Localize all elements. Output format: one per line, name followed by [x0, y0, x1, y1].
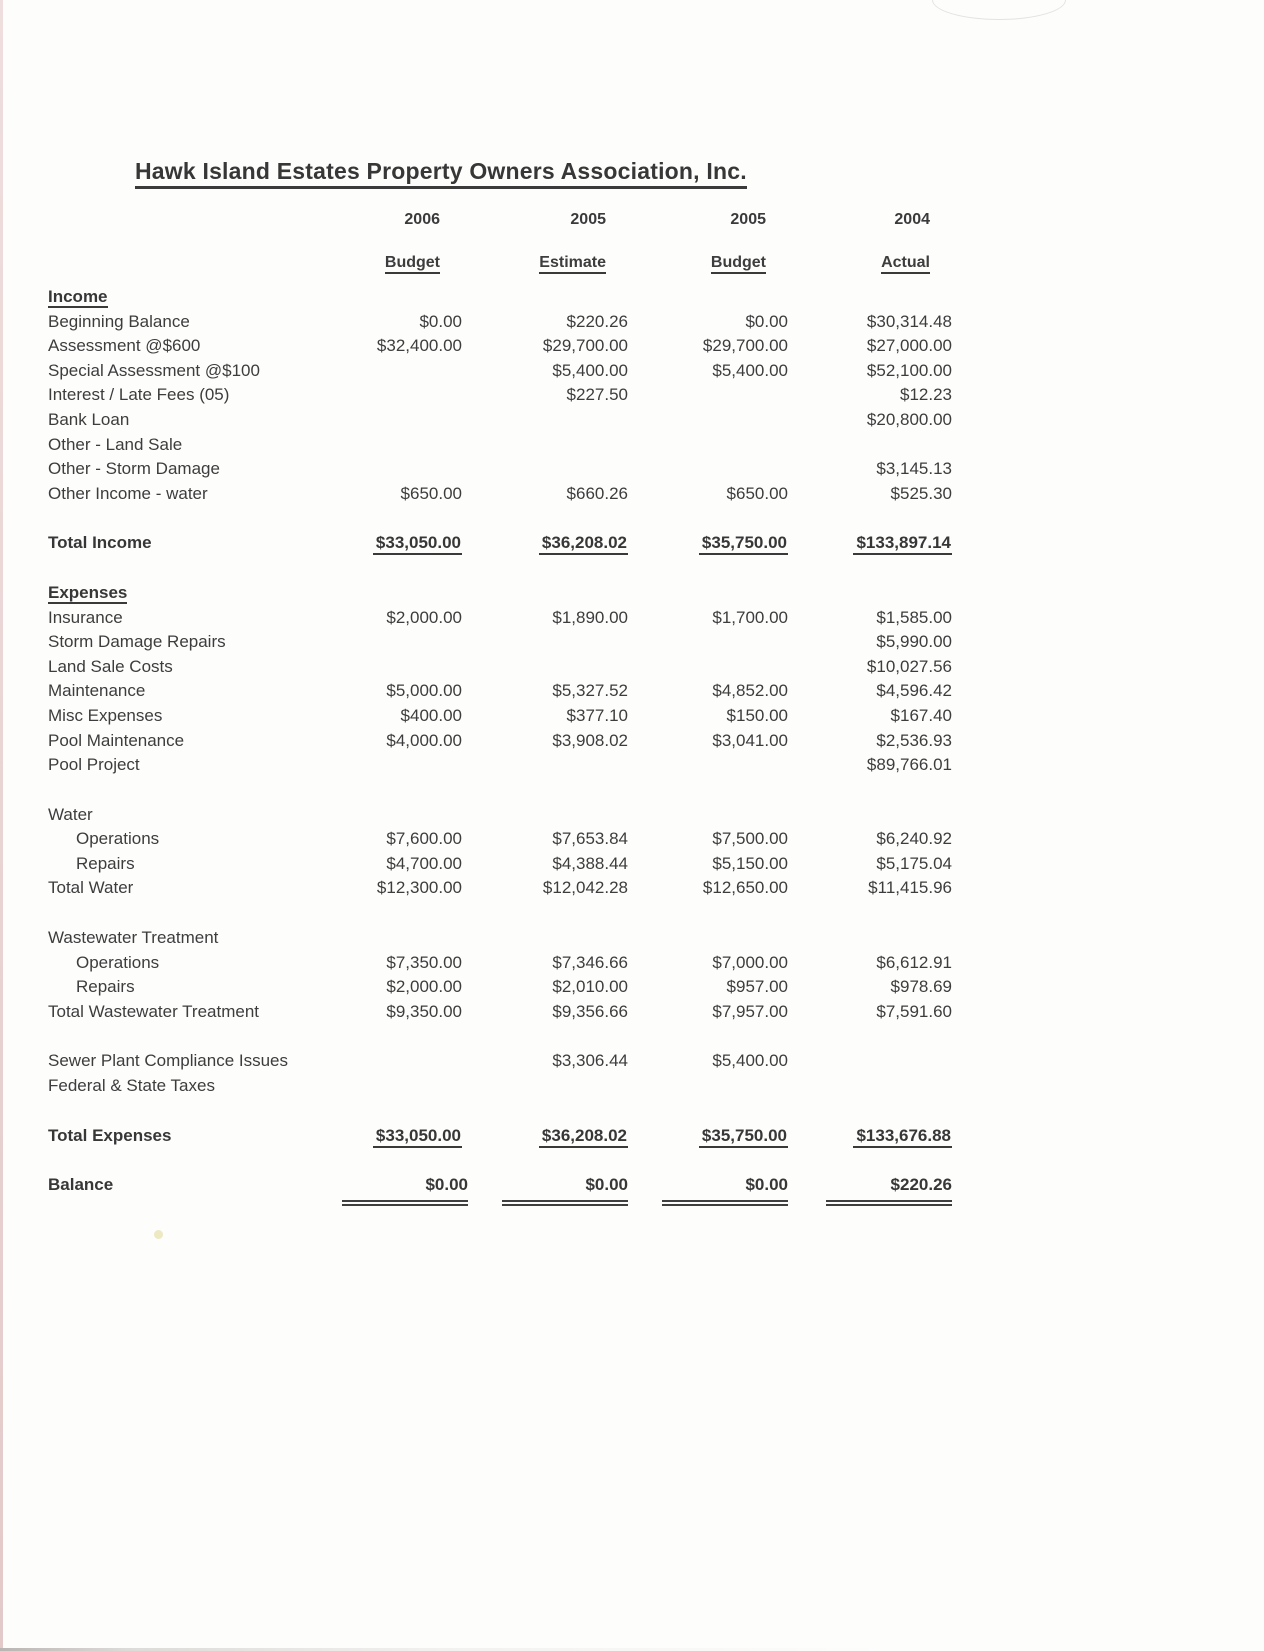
cell-value: $6,240.92	[876, 829, 952, 849]
row-label: Misc Expenses	[48, 705, 163, 725]
budget-table	[48, 285, 962, 1206]
cell-value: $4,852.00	[712, 681, 788, 701]
cell-value: $1,890.00	[552, 607, 628, 627]
cell-value: $12,042.28	[542, 878, 628, 898]
document-title: Hawk Island Estates Property Owners Association, Inc.	[135, 158, 962, 185]
label-column-spacer	[48, 232, 342, 272]
cell-value: $5,150.00	[712, 853, 788, 873]
cell-value	[462, 803, 628, 828]
row-label: Total Wastewater Treatment	[48, 1001, 260, 1021]
budget-document	[48, 158, 962, 1206]
table-row	[48, 729, 962, 754]
cell-value: $0.00	[745, 311, 788, 331]
table-row	[48, 581, 962, 606]
row-label: Total Water	[48, 878, 134, 898]
cell-value	[462, 581, 628, 606]
cell-value: $2,536.93	[876, 730, 952, 750]
cell-value	[628, 457, 788, 482]
cell-value	[788, 581, 952, 606]
row-label: Pool Maintenance	[48, 730, 185, 750]
cell-value	[628, 433, 788, 458]
table-row	[48, 1074, 962, 1099]
scan-artifact-dot	[154, 1230, 163, 1239]
spacer-row	[48, 778, 962, 803]
table-row	[48, 926, 962, 951]
cell-value	[342, 753, 462, 778]
table-row	[48, 753, 962, 778]
cell-value: $89,766.01	[866, 755, 952, 775]
cell-value	[628, 630, 788, 655]
column-year-2005-estimate: 2005	[570, 211, 606, 228]
column-label-budget-2005: Budget	[628, 254, 788, 272]
row-label: Land Sale Costs	[48, 656, 173, 676]
table-row	[48, 951, 962, 976]
cell-value: $27,000.00	[866, 336, 952, 356]
row-label: Maintenance	[48, 681, 146, 701]
cell-value: $220.26	[788, 1173, 952, 1206]
cell-value: $150.00	[726, 705, 788, 725]
cell-value: $36,208.02	[462, 531, 628, 556]
cell-value	[342, 803, 462, 828]
spacer-row	[48, 1024, 962, 1049]
cell-value	[628, 803, 788, 828]
cell-value: $377.10	[566, 705, 628, 725]
label-column-spacer	[48, 207, 342, 232]
cell-value	[788, 926, 952, 951]
cell-value	[342, 655, 462, 680]
cell-value	[628, 1074, 788, 1099]
cell-value	[628, 408, 788, 433]
cell-value: $12,300.00	[376, 878, 462, 898]
cell-value: $400.00	[400, 705, 462, 725]
cell-value: $5,990.00	[876, 632, 952, 652]
table-row	[48, 679, 962, 704]
spacer-row	[48, 1148, 962, 1173]
cell-value: $5,400.00	[712, 360, 788, 380]
table-row	[48, 803, 962, 828]
spacer-row	[48, 1099, 962, 1124]
cell-value	[342, 457, 462, 482]
cell-value	[342, 433, 462, 458]
cell-value: $220.26	[566, 311, 628, 331]
cell-value: $11,415.96	[868, 878, 952, 898]
cell-value	[788, 1074, 952, 1099]
column-label-estimate-2005: Estimate	[462, 254, 628, 272]
cell-value: $10,027.56	[866, 656, 952, 676]
row-label: Total Income	[48, 533, 152, 553]
cell-value: $12,650.00	[702, 878, 788, 898]
cell-value: $36,208.02	[462, 1124, 628, 1149]
row-label: Income	[48, 287, 108, 306]
cell-value: $9,350.00	[386, 1001, 462, 1021]
row-label: Other - Storm Damage	[48, 459, 220, 479]
cell-value: $30,314.48	[866, 311, 952, 331]
cell-value: $33,050.00	[342, 1124, 462, 1149]
row-label: Balance	[48, 1175, 114, 1195]
cell-value: $33,050.00	[342, 531, 462, 556]
row-label: Other Income - water	[48, 483, 208, 503]
cell-value: $4,596.42	[876, 681, 952, 701]
row-label: Storm Damage Repairs	[48, 632, 226, 652]
cell-value: $0.00	[462, 1173, 628, 1206]
cell-value: $0.00	[419, 311, 462, 331]
cell-value: $525.30	[890, 483, 952, 503]
cell-value: $133,676.88	[788, 1124, 952, 1149]
column-headers-labels	[48, 232, 962, 272]
cell-value	[342, 630, 462, 655]
table-row	[48, 1173, 962, 1206]
spacer-row	[48, 901, 962, 926]
table-row	[48, 606, 962, 631]
table-row	[48, 334, 962, 359]
cell-value	[788, 1049, 952, 1074]
column-year-2004-actual: 2004	[894, 211, 930, 228]
cell-value: $2,000.00	[386, 977, 462, 997]
cell-value	[462, 433, 628, 458]
cell-value: $7,653.84	[552, 829, 628, 849]
cell-value: $5,327.52	[552, 681, 628, 701]
table-row	[48, 630, 962, 655]
cell-value: $133,897.14	[788, 531, 952, 556]
cell-value: $32,400.00	[376, 336, 462, 356]
column-year-2006-budget: 2006	[404, 211, 440, 228]
cell-value: $5,175.04	[876, 853, 952, 873]
cell-value: $0.00	[628, 1173, 788, 1206]
row-label: Repairs	[76, 853, 135, 873]
cell-value	[342, 383, 462, 408]
cell-value: $3,145.13	[876, 459, 952, 479]
row-label: Operations	[76, 952, 160, 972]
cell-value: $4,388.44	[552, 853, 628, 873]
cell-value	[462, 1074, 628, 1099]
cell-value	[462, 655, 628, 680]
cell-value	[628, 655, 788, 680]
cell-value: $7,591.60	[876, 1001, 952, 1021]
cell-value: $20,800.00	[866, 409, 952, 429]
cell-value: $4,000.00	[386, 730, 462, 750]
cell-value: $7,957.00	[712, 1001, 788, 1021]
cell-value: $3,908.02	[552, 730, 628, 750]
table-row	[48, 1049, 962, 1074]
cell-value: $6,612.91	[876, 952, 952, 972]
row-label: Operations	[76, 829, 160, 849]
scan-curl-artifact	[932, 0, 1066, 20]
row-label: Water	[48, 804, 93, 824]
cell-value: $5,000.00	[386, 681, 462, 701]
cell-value: $1,700.00	[712, 607, 788, 627]
cell-value: $35,750.00	[628, 531, 788, 556]
cell-value	[462, 753, 628, 778]
cell-value: $7,500.00	[712, 829, 788, 849]
row-label: Assessment @$600	[48, 336, 201, 356]
cell-value	[788, 433, 952, 458]
table-row	[48, 975, 962, 1000]
cell-value	[462, 408, 628, 433]
cell-value: $4,700.00	[386, 853, 462, 873]
cell-value: $29,700.00	[702, 336, 788, 356]
row-label: Special Assessment @$100	[48, 360, 260, 380]
spacer-row	[48, 506, 962, 531]
table-row	[48, 876, 962, 901]
cell-value	[628, 753, 788, 778]
cell-value	[342, 285, 462, 310]
table-row	[48, 433, 962, 458]
cell-value: $227.50	[566, 385, 628, 405]
cell-value: $167.40	[890, 705, 952, 725]
spacer-row	[48, 556, 962, 581]
row-label: Pool Project	[48, 755, 140, 775]
table-row	[48, 359, 962, 384]
cell-value	[342, 408, 462, 433]
cell-value	[788, 285, 952, 310]
cell-value: $957.00	[726, 977, 788, 997]
row-label: Federal & State Taxes	[48, 1076, 215, 1096]
table-row	[48, 655, 962, 680]
cell-value: $7,000.00	[712, 952, 788, 972]
row-label: Total Expenses	[48, 1125, 172, 1145]
column-year-2005-budget: 2005	[730, 211, 766, 228]
cell-value	[342, 581, 462, 606]
table-row	[48, 704, 962, 729]
row-label: Interest / Late Fees (05)	[48, 385, 230, 405]
table-row	[48, 852, 962, 877]
cell-value	[462, 285, 628, 310]
row-label: Wastewater Treatment	[48, 928, 219, 948]
cell-value: $52,100.00	[866, 360, 952, 380]
cell-value	[788, 803, 952, 828]
cell-value: $7,600.00	[386, 829, 462, 849]
table-row	[48, 383, 962, 408]
table-row	[48, 285, 962, 310]
cell-value	[628, 926, 788, 951]
cell-value	[342, 1074, 462, 1099]
cell-value	[462, 926, 628, 951]
cell-value	[342, 1049, 462, 1074]
table-row	[48, 1124, 962, 1149]
cell-value	[628, 581, 788, 606]
cell-value: $2,000.00	[386, 607, 462, 627]
cell-value: $660.26	[566, 483, 628, 503]
column-headers-years	[48, 207, 962, 232]
column-label-actual-2004: Actual	[788, 254, 952, 272]
row-label: Expenses	[48, 582, 128, 602]
cell-value: $9,356.66	[552, 1001, 628, 1021]
table-row	[48, 1000, 962, 1025]
cell-value: $650.00	[726, 483, 788, 503]
cell-value: $5,400.00	[712, 1051, 788, 1071]
table-row	[48, 310, 962, 335]
cell-value: $12.23	[900, 385, 952, 405]
cell-value: $29,700.00	[542, 336, 628, 356]
cell-value: $3,306.44	[552, 1051, 628, 1071]
row-label: Other - Land Sale	[48, 434, 183, 454]
cell-value	[342, 359, 462, 384]
cell-value: $2,010.00	[552, 977, 628, 997]
row-label: Beginning Balance	[48, 311, 190, 331]
table-row	[48, 827, 962, 852]
table-row	[48, 457, 962, 482]
row-label: Insurance	[48, 607, 123, 627]
table-row	[48, 408, 962, 433]
cell-value: $1,585.00	[876, 607, 952, 627]
column-label-budget-2006: Budget	[342, 254, 462, 272]
table-row	[48, 531, 962, 556]
cell-value: $978.69	[890, 977, 952, 997]
cell-value	[462, 630, 628, 655]
cell-value	[628, 285, 788, 310]
cell-value	[462, 457, 628, 482]
cell-value: $5,400.00	[552, 360, 628, 380]
row-label: Bank Loan	[48, 409, 130, 429]
cell-value: $35,750.00	[628, 1124, 788, 1149]
cell-value: $7,350.00	[386, 952, 462, 972]
row-label: Sewer Plant Compliance Issues	[48, 1051, 289, 1071]
table-row	[48, 482, 962, 507]
scan-left-edge-artifact	[0, 0, 3, 1651]
cell-value: $7,346.66	[552, 952, 628, 972]
cell-value: $3,041.00	[712, 730, 788, 750]
cell-value: $650.00	[400, 483, 462, 503]
row-label: Repairs	[76, 977, 135, 997]
cell-value	[342, 926, 462, 951]
cell-value	[628, 383, 788, 408]
cell-value: $0.00	[342, 1173, 462, 1206]
